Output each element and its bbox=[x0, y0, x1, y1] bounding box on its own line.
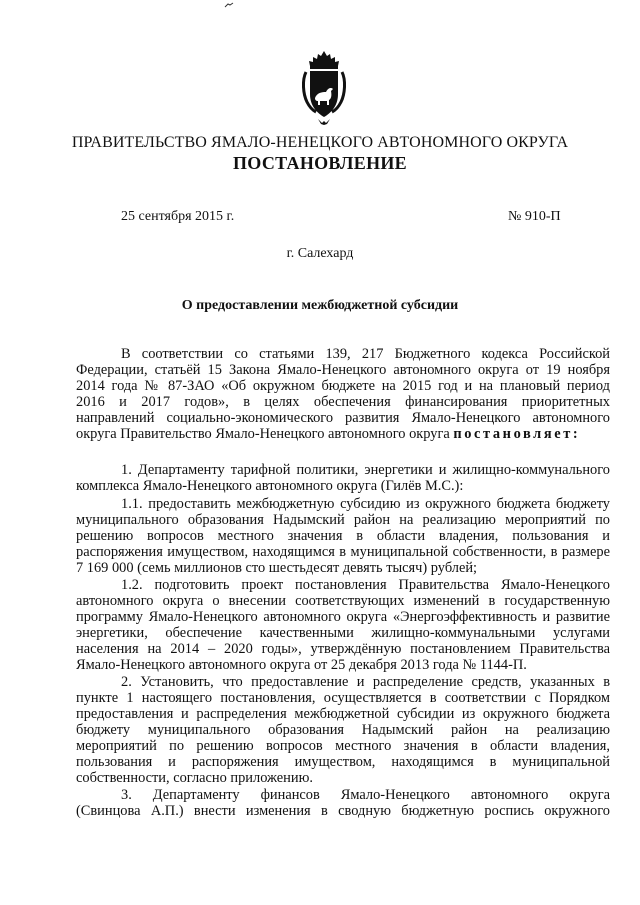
paragraph-line: 1.1. предоставить межбюджетную субсидию из окружного бюджета бюджету bbox=[121, 496, 610, 512]
paragraph-line: пункте 1 настоящего постановления, осуществляется в соответствии с Порядком bbox=[76, 690, 610, 706]
pen-mark bbox=[224, 2, 234, 8]
coat-of-arms-icon bbox=[300, 50, 348, 126]
paragraph-line: бюджету муниципального образования Надымский район на реализацию bbox=[76, 722, 610, 738]
paragraph-line: направлений социально-экономического развития Ямало-Ненецкого автономного bbox=[76, 410, 610, 426]
decree-word: постановляет: bbox=[453, 426, 581, 442]
paragraph-line: (Свинцова А.П.) внести изменения в сводную бюджетную роспись окружного bbox=[76, 803, 610, 819]
paragraph-line: энергетики, обеспечение качественными жилищно-коммунальными услугами bbox=[76, 625, 610, 641]
paragraph-line: 7 169 000 (семь миллионов сто шестьдесят девять тысяч) рублей; bbox=[76, 560, 478, 576]
paragraph-line: 3. Департаменту финансов Ямало-Ненецкого автономного округа bbox=[121, 787, 610, 803]
paragraph-line: муниципального образования Надымский район на реализацию мероприятий по bbox=[76, 512, 610, 528]
document-subject: О предоставлении межбюджетной субсидии bbox=[181, 298, 459, 313]
paragraph-line: В соответствии со статьями 139, 217 Бюджетного кодекса Российской bbox=[121, 346, 610, 362]
paragraph-line: 2. Установить, что предоставление и распределение средств, указанных в bbox=[121, 674, 610, 690]
paragraph-line: комплекса Ямало-Ненецкого автономного округа (Гилёв М.С.): bbox=[76, 478, 464, 494]
document-city: г. Салехард bbox=[286, 246, 354, 261]
paragraph-line: 1.2. подготовить проект постановления Правительства Ямало-Ненецкого bbox=[121, 577, 610, 593]
paragraph-line: программу Ямало-Ненецкого автономного округа «Энергоэффективность и развитие bbox=[76, 609, 610, 625]
paragraph-line: населения на 2014 – 2020 годы», утверждённую постановлением Правительства bbox=[76, 641, 610, 657]
paragraph-line: решению вопросов местного значения в области владения, пользования и bbox=[76, 528, 610, 544]
paragraph-text: округа Правительство Ямало-Ненецкого автономного округа bbox=[76, 426, 450, 442]
paragraph-line: Федерации, статьёй 15 Закона Ямало-Ненецкого автономного округа от 19 ноября bbox=[76, 362, 610, 378]
paragraph-line: распоряжения имуществом, находящимся в муниципальной собственности, в размере bbox=[76, 544, 610, 560]
paragraph-line: автономного округа о внесении соответствующих изменений в государственную bbox=[76, 593, 610, 609]
paragraph-line: 2016 и 2017 годов», в целях обеспечения финансирования приоритетных bbox=[76, 394, 610, 410]
paragraph-line: мероприятий по решению вопросов местного значения в области владения, bbox=[76, 738, 610, 754]
organization-title: ПРАВИТЕЛЬСТВО ЯМАЛО-НЕНЕЦКОГО АВТОНОМНОГО ОКРУГА bbox=[71, 134, 569, 151]
paragraph-line: предоставления и распределения межбюджетной субсидии из окружного бюджета bbox=[76, 706, 610, 722]
document-number: № 910-П bbox=[508, 209, 561, 224]
document-type: ПОСТАНОВЛЕНИЕ bbox=[233, 153, 407, 173]
paragraph-line: собственности, согласно приложению. bbox=[76, 770, 313, 786]
paragraph-line: 1. Департаменту тарифной политики, энергетики и жилищно-коммунального bbox=[121, 462, 610, 478]
document-date: 25 сентября 2015 г. bbox=[121, 209, 235, 224]
paragraph-line: Ямало-Ненецкого автономного округа от 25 декабря 2013 года № 1144-П. bbox=[76, 657, 527, 673]
paragraph-line: пользования и распоряжения имуществом, находящимся в муниципальной bbox=[76, 754, 610, 770]
preamble-last-line bbox=[76, 426, 610, 442]
paragraph-line: 2014 года № 87-ЗАО «Об окружном бюджете на 2015 год и на плановый период bbox=[76, 378, 610, 394]
